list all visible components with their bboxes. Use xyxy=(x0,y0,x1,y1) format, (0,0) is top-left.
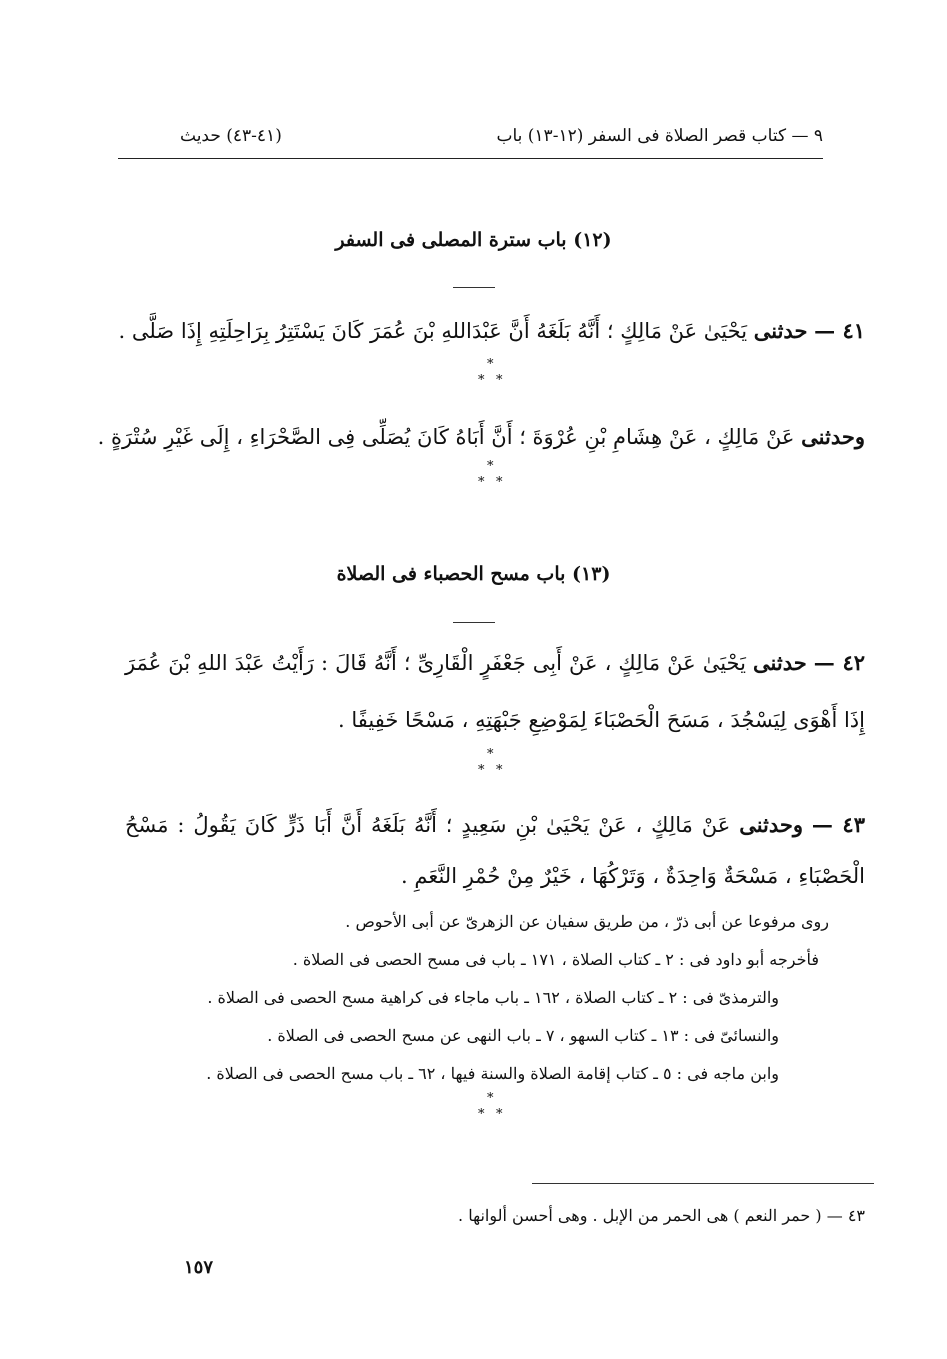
hadith-43-text-1: عَنْ مَالِكٍ ، عَنْ يَحْيَىٰ بْنِ سَعِيدٍ ؛ أَنَّهُ بَلَغَهُ أَنَّ أَبَا ذَرٍّ كَانَ يَقُولُ : مَسْحُ xyxy=(125,813,731,837)
hadith-41-b xyxy=(97,424,865,449)
hadith-43-line-2 xyxy=(125,864,865,888)
hadith-42-text-1: يَحْيَىٰ عَنْ مَالِكٍ ، عَنْ أَبِى جَعْفَرٍ الْقَارِىِّ ؛ أَنَّهُ قَالَ : رَأَيْتُ عَبْدَ اللهِ بْنَ عُمَرَ xyxy=(125,651,746,675)
asterism-star: * xyxy=(487,747,494,762)
hadith-41-text: يَحْيَىٰ عَنْ مَالِكٍ ؛ أَنَّهُ بَلَغَهُ أَنَّ عَبْدَاللهِ بْنَ عُمَرَ كَانَ يَسْتَتِرُ بِرَاحِلَتِهِ إِذَا صَلَّى . xyxy=(118,319,748,343)
footnote: ٤٣ — ( حمر النعم ) هى الحمر من الإبل . وهى أحسن ألوانها . xyxy=(458,1206,865,1225)
asterism-star: * xyxy=(478,373,485,388)
asterism-star: * xyxy=(496,475,503,490)
hadith-42-line-2 xyxy=(125,708,865,732)
asterism-3 xyxy=(473,748,513,782)
takhrij-note-line: والترمذىّ فى : ٢ ـ كتاب الصلاة ، ١٦٢ ـ باب ماجاء فى كراهية مسح الحصى فى الصلاة . xyxy=(207,988,779,1007)
takhrij-note-line: فأخرجه أبو داود فى : ٢ ـ كتاب الصلاة ، ١٧١ ـ باب فى مسح الحصى فى الصلاة . xyxy=(292,950,819,969)
footnote-rule xyxy=(532,1183,874,1184)
asterism-star: * xyxy=(478,763,485,778)
asterism-star: * xyxy=(487,459,494,474)
takhrij-note-line: روى مرفوعا عن أبى ذرّ ، من طريق سفيان عن الزهرىّ عن أبى الأحوص . xyxy=(345,912,829,931)
header-rule xyxy=(118,158,823,159)
hadith-43-text-2: الْحَصْبَاءِ ، مَسْحَةٌ وَاحِدَةٌ ، وَتَرْكُهَا ، خَيْرٌ مِنْ حُمْرِ النَّعَمِ . xyxy=(401,864,865,888)
chapter-12-title: (١٢) باب سترة المصلى فى السفر xyxy=(335,229,612,251)
hadith-41-lead: حدثنى xyxy=(753,318,808,343)
hadith-range: (٤١-٤٣) حديث xyxy=(180,126,282,146)
hadith-43-line-1 xyxy=(125,812,865,837)
hadith-42-lead: حدثنى xyxy=(753,650,807,675)
page-header xyxy=(118,118,823,158)
asterism-star: * xyxy=(478,1107,485,1122)
hadith-42-line-1 xyxy=(125,650,865,675)
asterism-star: * xyxy=(496,373,503,388)
chapter-12-rule xyxy=(453,287,495,288)
hadith-41-b-text: عَنْ مَالِكٍ ، عَنْ هِشَامِ بْنِ عُرْوَةَ ؛ أَنَّ أَبَاهُ كَانَ يُصَلِّى فِى الصَّحْرَاءِ ، إِلَى غَيْرِ سُتْرَةٍ . xyxy=(97,425,795,449)
takhrij-note-line: وابن ماجه فى : ٥ ـ كتاب إقامة الصلاة والسنة فيها ، ٦٢ ـ باب مسح الحصى فى الصلاة . xyxy=(206,1064,779,1083)
hadith-41 xyxy=(118,318,865,343)
running-head: ٩ — كتاب قصر الصلاة فى السفر (١٢-١٣) باب xyxy=(496,126,823,146)
takhrij-note-line: والنسائىّ فى : ١٣ ـ كتاب السهو ، ٧ ـ باب النهى عن مسح الحصى فى الصلاة . xyxy=(267,1026,779,1045)
asterism-star: * xyxy=(496,1107,503,1122)
hadith-43-lead: وحدثنى xyxy=(739,812,804,837)
asterism-4 xyxy=(473,1092,513,1126)
hadith-43-number: ٤٣ — xyxy=(811,812,865,837)
asterism-star: * xyxy=(487,357,494,372)
chapter-13-title: (١٣) باب مسح الحصباء فى الصلاة xyxy=(336,563,611,585)
hadith-42-number: ٤٢ — xyxy=(813,650,866,675)
hadith-41-b-lead: وحدثنى xyxy=(801,424,865,449)
asterism-1 xyxy=(473,358,513,392)
hadith-42-text-2: إِذَا أَهْوَى لِيَسْجُدَ ، مَسَحَ الْحَصْبَاءَ لِمَوْضِعِ جَبْهَتِهِ ، مَسْحًا خَفِيفًا . xyxy=(338,708,865,732)
asterism-star: * xyxy=(478,475,485,490)
asterism-star: * xyxy=(487,1091,494,1106)
hadith-41-number: ٤١ — xyxy=(814,318,865,343)
chapter-13-rule xyxy=(453,622,495,623)
page-number: ١٥٧ xyxy=(184,1257,214,1278)
asterism-star: * xyxy=(496,763,503,778)
asterism-2 xyxy=(473,460,513,494)
